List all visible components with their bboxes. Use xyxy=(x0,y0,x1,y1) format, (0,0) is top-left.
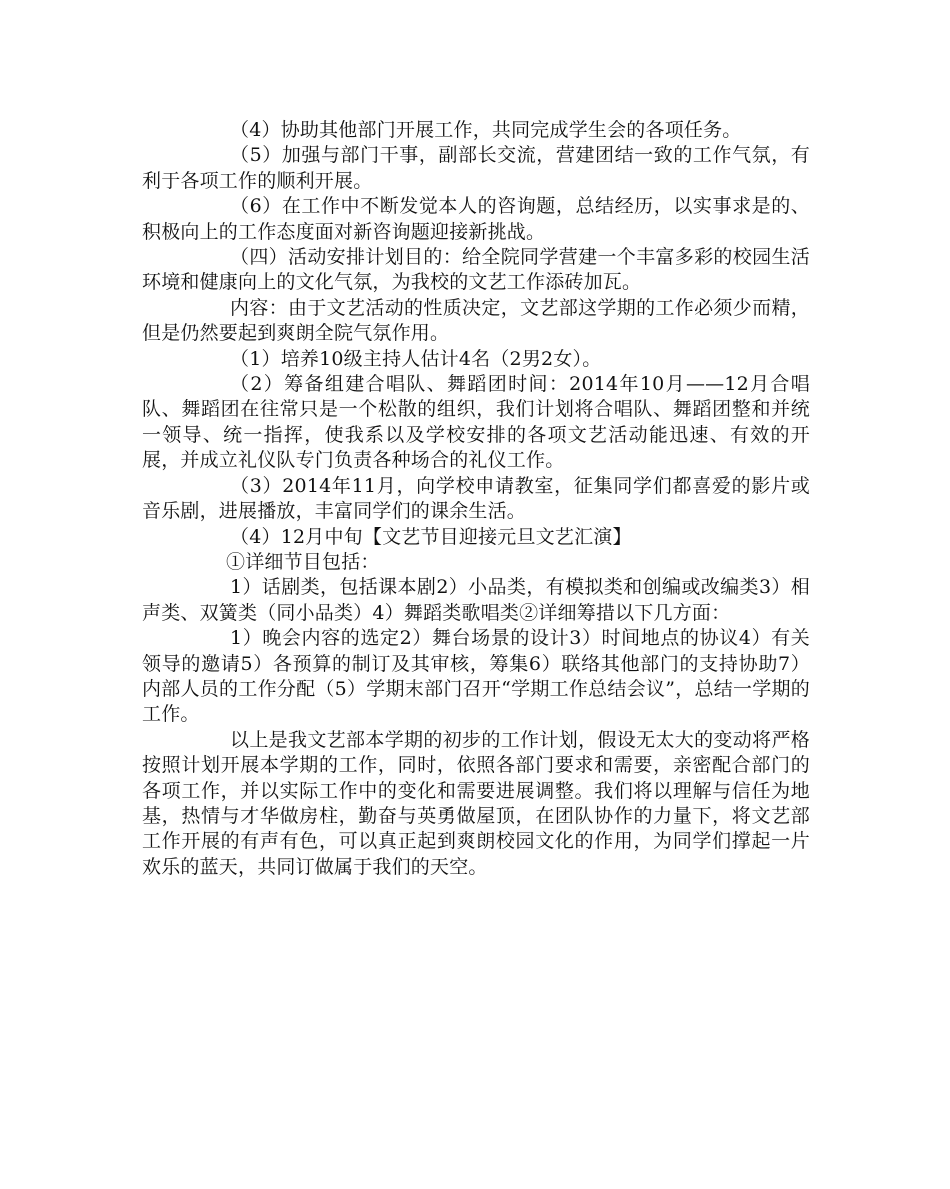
paragraph-9: （4）12月中旬【文艺节目迎接元旦文艺汇演】 xyxy=(230,525,632,548)
paragraph-2: （5）加强与部门干事，副部长交流，营建团结一致的工作气氛，有利于各项工作的顺利开展。 xyxy=(142,144,810,192)
paragraph-4: （四）活动安排计划目的：给全院同学营建一个丰富多彩的校园生活环境和健康向上的文化气氛，为我校的文艺工作添砖加瓦。 xyxy=(142,246,810,294)
paragraph-8: （3）2014年11月，向学校申请教室，征集同学们都喜爱的影片或音乐剧，进展播放，丰富同学们的课余生活。 xyxy=(142,474,810,523)
paragraph-1: （4）协助其他部门开展工作，共同完成学生会的各项任务。 xyxy=(230,119,742,141)
paragraph-12: 1）晚会内容的选定2）舞台场景的设计3）时间地点的协议4）有关领导的邀请5）各预算的制订及其审核，筹集6）联络其他部门的支持协助7）内部人员的工作分配（5）学期末部门召开“学期工作总结会议”，总结一学期的工作。 xyxy=(142,627,810,726)
paragraph-13: 以上是我文艺部本学期的初步的工作计划，假设无太大的变动将严格按照计划开展本学期的工作，同时，依照各部门要求和需要，亲密配合部门的各项工作，并以实际工作中的变化和需要进展调整。我们将以理解与信任为地基，热情与才华做房柱，勤奋与英勇做屋顶，在团队协作的力量下，将文艺部工作开展的有声有色，可以真正起到爽朗校园文化的作用，为同学们撑起一片欢乐的蓝天，共同订做属于我们的天空。 xyxy=(142,728,810,878)
paragraph-6: （1）培养10级主持人估计4名（2男2女）。 xyxy=(230,347,602,370)
paragraph-5: 内容：由于文艺活动的性质决定，文艺部这学期的工作必须少而精，但是仍然要起到爽朗全院气氛作用。 xyxy=(142,296,810,345)
paragraph-11: 1）话剧类，包括课本剧2）小品类，有模拟类和创编或改编类3）相声类、双簧类（同小品类）4）舞蹈类歌唱类②详细筹措以下几方面： xyxy=(142,576,810,624)
paragraph-7: （2）筹备组建合唱队、舞蹈团时间：2014年10月——12月合唱队、舞蹈团在往常只是一个松散的组织，我们计划将合唱队、舞蹈团整和并统一领导、统一指挥，使我系以及学校安排的各项文艺活动能迅速、有效的开展，并成立礼仪队专门负责各种场合的礼仪工作。 xyxy=(142,373,810,472)
document-body xyxy=(142,118,810,880)
paragraph-10: ①详细节目包括： xyxy=(226,550,380,573)
paragraph-3: （6）在工作中不断发觉本人的咨询题，总结经历，以实事求是的、积极向上的工作态度面对新咨询题迎接新挑战。 xyxy=(142,195,810,243)
